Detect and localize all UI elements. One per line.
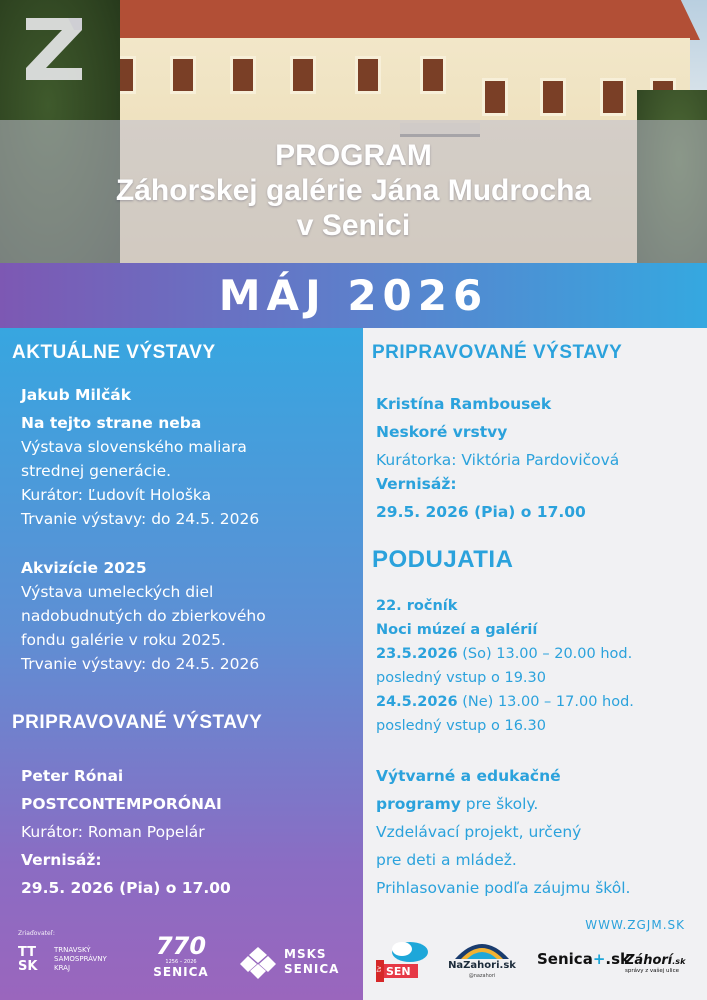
founder-label: Zriaďovateľ: (18, 930, 55, 937)
vernissage-date: 29.5. 2026 (Pia) o 17.00 (376, 503, 586, 521)
gallery-logo-icon (22, 14, 86, 84)
senica-sk-logo (537, 950, 630, 968)
window (170, 56, 196, 94)
programs-desc: Prihlasovanie podľa záujmu škôl. (376, 879, 631, 897)
artist-name: Jakub Milčák (21, 386, 132, 404)
event-date: 24.5.2026 (376, 694, 458, 710)
upcoming-exhibitions-heading: PRIPRAVOVANÉ VÝSTAVY (372, 342, 623, 363)
title-line: Záhorskej galérie Jána Mudrocha (115, 174, 592, 207)
events-heading: PODUJATIA (372, 546, 514, 573)
nazahori-name: NaZahori.sk (448, 960, 516, 971)
event-time: (Ne) 13.00 – 17.00 hod. (457, 694, 634, 710)
duration: Trvanie výstavy: do 24.5. 2026 (21, 655, 260, 673)
zahori-name-line (625, 953, 695, 968)
roof (60, 0, 700, 40)
programs-title-line (376, 792, 701, 816)
zahori-tld: .sk (672, 957, 686, 966)
ttsk-mark-bottom: SK (18, 959, 38, 974)
artist-name: Peter Rónai (21, 767, 124, 785)
tvsen-logo (372, 940, 430, 984)
vernissage-label: Vernisáž: (21, 851, 102, 869)
exhibition-title: Na tejto strane neba (21, 414, 202, 432)
exhibition-title: POSTCONTEMPORÓNAI (21, 795, 222, 813)
programs-desc: Vzdelávací projekt, určený (376, 823, 582, 841)
event-date: 23.5.2026 (376, 646, 458, 662)
website-link[interactable]: WWW.ZGJM.SK (585, 918, 685, 932)
ttsk-name-line: SAMOSPRÁVNY (54, 955, 107, 963)
window (420, 56, 446, 94)
senica-tld: .sk (605, 950, 630, 968)
senica-770-logo (148, 933, 214, 979)
artist-name: Kristína Rambousek (376, 395, 552, 413)
ttsk-mark-top: TT (18, 945, 37, 960)
exhibition-title: Neskoré vrstvy (376, 423, 508, 441)
senica-text: Senica (537, 950, 593, 968)
window (355, 56, 381, 94)
jubilee-years: 1256 – 2026 (165, 959, 197, 965)
museum-night-event (376, 594, 701, 738)
msks-text (284, 947, 339, 977)
window (540, 78, 566, 116)
tvsen-small-text: tv (376, 966, 383, 972)
msks-diamond-icon (240, 947, 276, 979)
zahori-name: Záhorí (625, 953, 673, 968)
exhibition-desc: Výstava umeleckých diel (21, 583, 214, 601)
exhibition-desc: strednej generácie. (21, 462, 172, 480)
event-name: Noci múzeí a galérií (376, 622, 538, 638)
ttsk-name-line: TRNAVSKÝ (54, 946, 91, 954)
ttsk-name-line: KRAJ (54, 964, 71, 972)
zahori-sk-logo (625, 953, 695, 974)
nazahori-logo (447, 935, 517, 985)
curator: Kurátor: Ľudovít Hološka (21, 486, 212, 504)
current-exhibitions-heading: AKTUÁLNE VÝSTAVY (12, 342, 216, 363)
month-banner (0, 263, 707, 328)
programs-title-rest: pre školy. (460, 795, 539, 813)
window (600, 78, 626, 116)
right-column (363, 328, 707, 1000)
ttsk-logo (18, 930, 128, 974)
month-title: MÁJ 2026 (218, 271, 489, 320)
last-entry: posledný vstup o 16.30 (376, 718, 546, 734)
event-time: (So) 13.00 – 20.00 hod. (457, 646, 633, 662)
nazahori-handle: @nazahori (468, 973, 496, 979)
vernissage-date: 29.5. 2026 (Pia) o 17.00 (21, 879, 231, 897)
exhibition-title: Akvizície 2025 (21, 559, 147, 577)
msks-line: SENICA (284, 962, 340, 976)
education-programs (376, 764, 701, 900)
upcoming-exhibitions-heading: PRIPRAVOVANÉ VÝSTAVY (12, 712, 263, 733)
exhibition-ronai (21, 764, 356, 900)
window (230, 56, 256, 94)
exhibition-desc: fondu galérie v roku 2025. (21, 631, 226, 649)
curator: Kurátor: Roman Popelár (21, 823, 205, 841)
exhibition-rambousek (376, 392, 701, 524)
programs-title: Výtvarné a edukačné (376, 767, 561, 785)
window (482, 78, 508, 116)
exhibition-desc: nadobudnutých do zbierkového (21, 607, 266, 625)
ttsk-name (54, 946, 107, 973)
curator: Kurátorka: Viktória Pardovičová (376, 451, 620, 469)
last-entry: posledný vstup o 19.30 (376, 670, 546, 686)
program-title (0, 138, 707, 243)
event-day (376, 690, 701, 714)
duration: Trvanie výstavy: do 24.5. 2026 (21, 510, 260, 528)
zahori-tagline: správy z vašej ulice (625, 968, 679, 974)
title-line: PROGRAM (275, 139, 432, 172)
exhibition-akvizicie (21, 556, 356, 676)
programs-title-bold: programy (376, 795, 461, 813)
title-line: v Senici (296, 209, 411, 242)
window (290, 56, 316, 94)
jubilee-city: SENICA (153, 965, 209, 979)
event-edition: 22. ročník (376, 598, 458, 614)
programs-desc: pre deti a mládež. (376, 851, 517, 869)
nazahori-wave-icon (447, 935, 517, 961)
jubilee-number: 770 (155, 932, 207, 960)
header-photo (0, 0, 707, 263)
ttsk-mark (18, 946, 37, 974)
senica-plus: + (592, 950, 606, 968)
exhibition-milcak (21, 383, 356, 531)
msks-line: MSKS (284, 947, 327, 961)
tvsen-big-text: SEN (386, 965, 411, 978)
event-day (376, 642, 701, 666)
vernissage-label: Vernisáž: (376, 475, 457, 493)
exhibition-desc: Výstava slovenského maliara (21, 438, 247, 456)
left-column (0, 328, 363, 1000)
